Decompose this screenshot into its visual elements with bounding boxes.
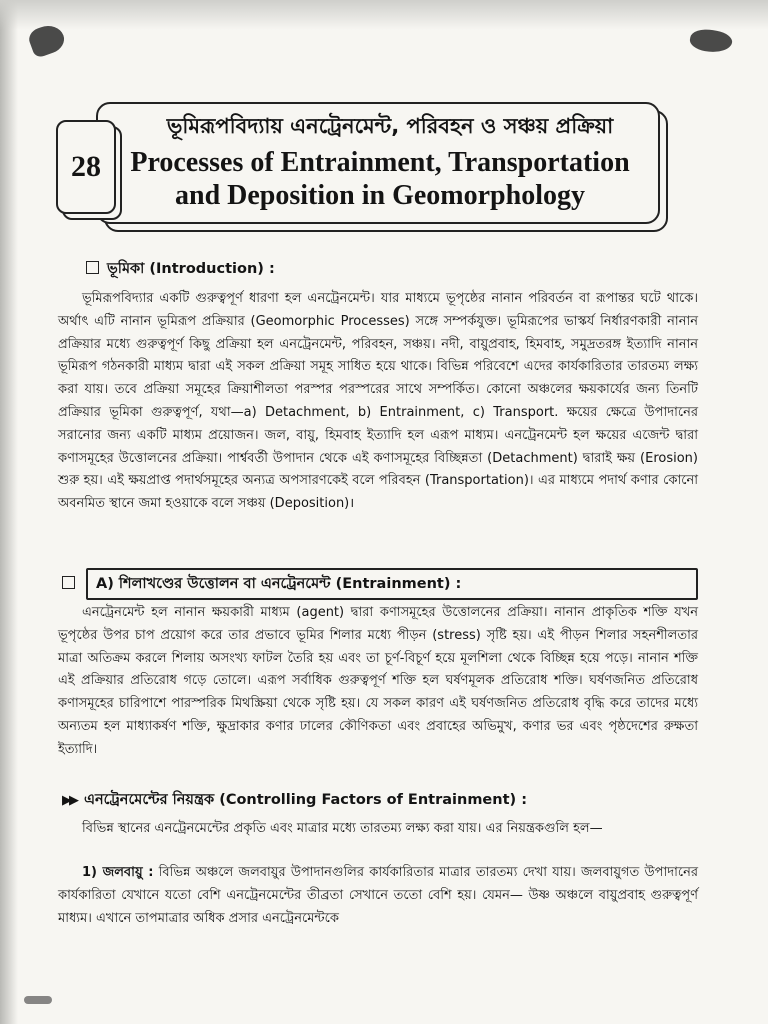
double-arrow-icon: ▶▶: [62, 793, 76, 808]
checkbox-bullet-icon: [86, 261, 99, 274]
scan-smudge-bottom: [24, 996, 52, 1004]
checkbox-bullet-icon: [62, 576, 75, 589]
intro-heading-text: ভূমিকা (Introduction) :: [107, 261, 275, 277]
chapter-title-english: [120, 146, 640, 212]
chapter-title-bengali: ভূমিরূপবিদ্যায় এনট্রেনমেন্ট, পরিবহন ও সঞ্চয় প্রক্রিয়া: [166, 114, 614, 138]
chapter-number: 28: [56, 120, 116, 214]
section-a-paragraph: এনট্রেনমেন্ট হল নানান ক্ষয়কারী মাধ্যম (agent) দ্বারা কণাসমূহের উত্তোলনের প্রক্রিয়া। নানান প্রাকৃতিক শক্তি যখন ভূপৃষ্ঠের উপর চাপ প্রয়োগ করে তার প্রভাবে ভূমির শিলার মধ্যে পীড়ন (stress) সৃষ্টি হয়। এই পীড়ন শিলার সহনশীলতার মাত্রা অতিক্রম করলে শিলায় অসংখ্য ফাটল তৈরি হয় এবং তা চূর্ণ-বিচূর্ণ হয়ে মূলশিলা থেকে বিচ্ছিন্ন হয়ে পড়ে। নানান শক্তি এই প্রক্রিয়ার প্রতিরোধ গড়ে তোলে। এরূপ সর্বাধিক গুরুত্বপূর্ণ শক্তি হল ঘর্ষণমূলক প্রতিরোধ শক্তি। ঘর্ষণজনিত প্রতিরোধ কণাসমূহের চারিপাশে পারস্পরিক মিথস্ক্রিয়া থেকে সৃষ্টি হয়। যে সকল কারণ এই ঘর্ষণজনিত প্রতিরোধ বৃদ্ধি করে তাদের মধ্যে অন্যতম হল মাধ্যাকর্ষণ শক্তি, ক্ষুদ্রাকার কণার ঢালের কৌণিকতা এবং প্রবাহের অভিমুখ, কণার ভর এবং পৃষ্ঠদেশের রুক্ষতা ইত্যাদি।: [58, 605, 698, 757]
controlling-factors-heading-text: এনট্রেনমেন্টের নিয়ন্ত্রক (Controlling Factors of Entrainment) :: [84, 792, 527, 808]
factor-1-text: বিভিন্ন অঞ্চলে জলবায়ুর উপাদানগুলির কার্যকারিতার মাত্রার তারতম্য দেখা যায়। জলবায়ুগত উপাদানের কার্যকারিতা যেখানে যতো বেশি এনট্রেনমেন্টের তীব্রতা সেখানে ততো বেশি হয়। যেমন— উষ্ণ অঞ্চলে বায়ুপ্রবাহ গুরুত্বপূর্ণ মাধ্যম। এখানে তাপমাত্রার অধিক প্রসার এনট্রেনমেন্টকে: [58, 865, 699, 926]
controlling-factors-heading: [62, 789, 527, 813]
factor-1-label: 1) জলবায়ু :: [82, 865, 154, 880]
intro-heading: [86, 258, 275, 282]
page-shadow-left: [0, 0, 18, 1024]
scan-smudge-top-right: [688, 27, 733, 56]
chapter-title-english-line2: and Deposition in Geomorphology: [175, 180, 585, 211]
controlling-factors-intro: বিভিন্ন স্থানের এনট্রেনমেন্টের প্রকৃতি এবং মাত্রার মধ্যে তারতম্য লক্ষ্য করা যায়। এর নিয়ন্ত্রকগুলি হল—: [82, 821, 603, 836]
intro-paragraph: ভূমিরূপবিদ্যার একটি গুরুত্বপূর্ণ ধারণা হল এনট্রেনমেন্ট। যার মাধ্যমে ভূপৃষ্ঠের নানান পরিবর্তন বা রূপান্তর ঘটে থাকে। অর্থাৎ এটি নানান ভূমিরূপ প্রক্রিয়ার (Geomorphic Processes) সঙ্গে সম্পর্কযুক্ত। ভূমিরূপের ভাস্কর্য নির্ধারণকারী নানান প্রক্রিয়ার মধ্যে গুরুত্বপূর্ণ কিছু প্রক্রিয়া হল এনট্রেনমেন্ট, পরিবহন, সঞ্চয়। নদী, বায়ুপ্রবাহ, হিমবাহ, সমুদ্রতরঙ্গ ইত্যাদি নানান ভূমিরূপ গঠনকারী মাধ্যম দ্বারা এই সকল প্রক্রিয়া সমূহ সাধিত হয়ে থাকে। বিভিন্ন পরিবেশে এদের কার্যকারিতার তারতম্য লক্ষ্য করা যায়। তবে প্রক্রিয়া সমূহের ক্রিয়াশীলতা পরস্পর পরস্পরের সাথে সম্পর্কিত। কোনো অঞ্চলের ক্ষয়কার্যের জন্য তিনটি প্রক্রিয়ার ভূমিকা গুরুত্বপূর্ণ, যথা—a) Detachment, b) Entrainment, c) Transport. ক্ষয়ের ক্ষেত্রে উপাদানের সরানোর জন্য একটি মাধ্যম প্রয়োজন। জল, বায়ু, হিমবাহ ইত্যাদি হল এরূপ মাধ্যম। এনট্রেনমেন্ট হল ক্ষয়ের এজেন্ট দ্বারা কণাসমূহের উত্তোলনের প্রক্রিয়া। পার্শ্ববর্তী উপাদান থেকে এই কণাসমূহের বিচ্ছিন্নতা (Detachment) দ্বারাই ক্ষয় (Erosion) শুরু হয়। এই ক্ষয়প্রাপ্ত পদার্থসমূহের অন্যত্র অপসারণকেই বলে পরিবহন (Transportation)। এর মাধ্যমে পদার্থ কণার কোনো অবনমিত স্থানে জমা হওয়াকে বলে সঞ্চয় (Deposition)।: [58, 291, 698, 512]
section-a-heading: A) শিলাখণ্ডের উত্তোলন বা এনট্রেনমেন্ট (Entrainment) :: [96, 576, 462, 592]
chapter-title-english-line1: Processes of Entrainment, Transportation: [130, 147, 630, 178]
factor-1-paragraph: [58, 862, 698, 930]
page-shadow-top: [0, 0, 768, 30]
